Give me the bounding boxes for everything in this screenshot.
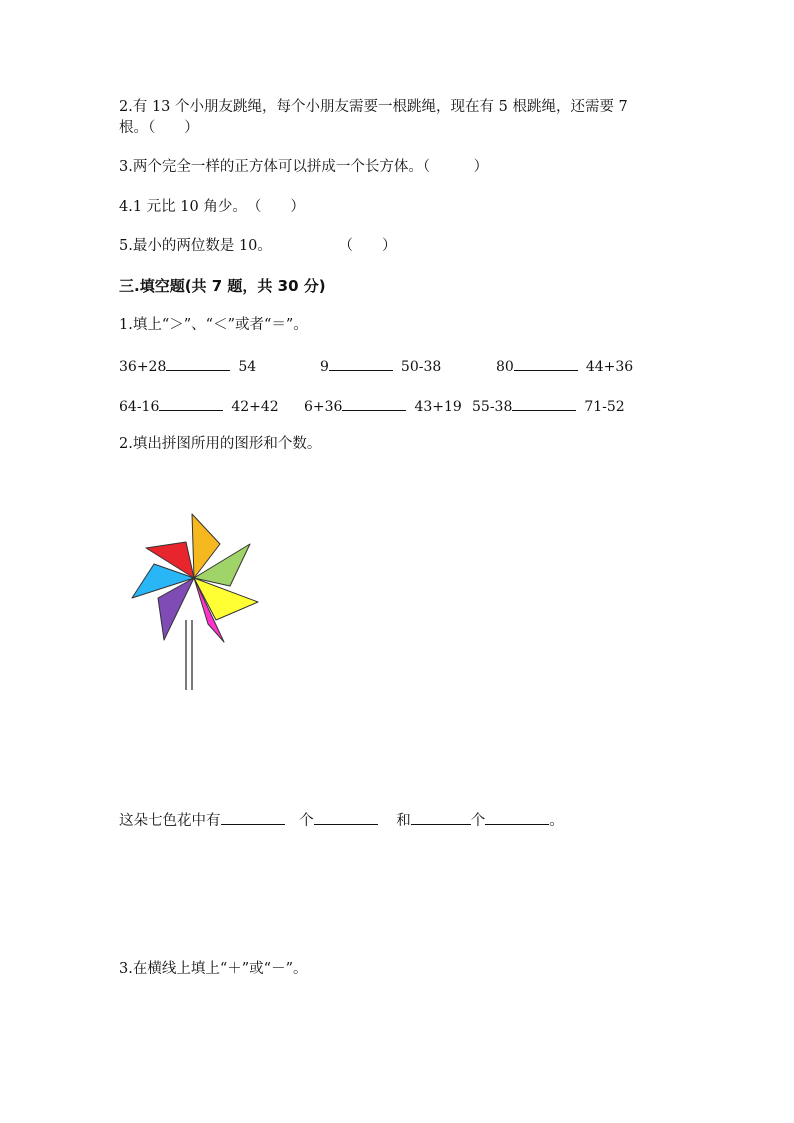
compare-left: 80 [496,359,514,375]
judgment-q4: 4.1 元比 10 角少。 （ ） [119,199,305,215]
compare-row1-item3 [496,356,633,376]
answer-blank[interactable] [514,356,578,371]
sentence-part3: 和 [396,813,411,829]
answer-blank[interactable] [512,396,576,411]
compare-left: 6+36 [304,399,343,415]
compare-row2-item2 [304,396,462,416]
judgment-q5-text: 5.最小的两位数是 10。 [119,238,272,254]
compare-left: 36+28 [119,359,167,375]
answer-blank-shape2[interactable] [485,810,549,825]
compare-left: 64-16 [119,399,160,415]
compare-row2-item1 [119,396,279,416]
judgment-q3: 3.两个完全一样的正方体可以拼成一个长方体。（ ） [119,159,489,175]
answer-blank-count1[interactable] [221,810,285,825]
answer-blank[interactable] [166,356,230,371]
compare-right: 71-52 [584,399,625,415]
sentence-part5: 。 [549,813,564,829]
compare-right: 54 [238,359,257,375]
fill-q2-sentence [119,810,564,830]
judgment-q2-line1: 2.有 13 个小朋友跳绳，每个小朋友需要一根跳绳，现在有 5 根跳绳，还需要 7 [119,99,628,115]
compare-row2-item3 [472,396,625,416]
fill-q2-title: 2.填出拼图所用的图形和个数。 [119,436,322,452]
compare-right: 43+19 [414,399,462,415]
sentence-part1: 这朵七色花中有 [119,813,221,829]
answer-blank-count2[interactable] [411,810,471,825]
sentence-part4: 个 [470,813,486,829]
compare-row1-item1 [119,356,256,376]
fill-q1-title: 1.填上“＞”、“＜”或者“＝”。 [119,317,308,333]
answer-blank-shape1[interactable] [314,810,378,825]
answer-blank[interactable] [329,356,393,371]
compare-row1-item2 [320,356,441,376]
compare-right: 50-38 [400,359,442,375]
judgment-q5-paren: （ ） [338,238,397,254]
section3-title: 三.填空题(共 7 题，共 30 分) [119,277,326,295]
compare-right: 44+36 [585,359,634,375]
compare-left: 55-38 [472,399,513,415]
judgment-q5 [119,237,397,255]
fill-q3-title: 3.在横线上填上“＋”或“－”。 [119,961,308,977]
judgment-q2-line2: 根。（ ） [119,120,199,136]
pinwheel-stick [186,620,192,690]
sentence-part2: 个 [299,813,314,829]
pinwheel-picture [126,508,266,698]
compare-right: 42+42 [231,399,279,415]
answer-blank[interactable] [342,396,406,411]
answer-blank[interactable] [159,396,223,411]
compare-left: 9 [320,359,329,375]
